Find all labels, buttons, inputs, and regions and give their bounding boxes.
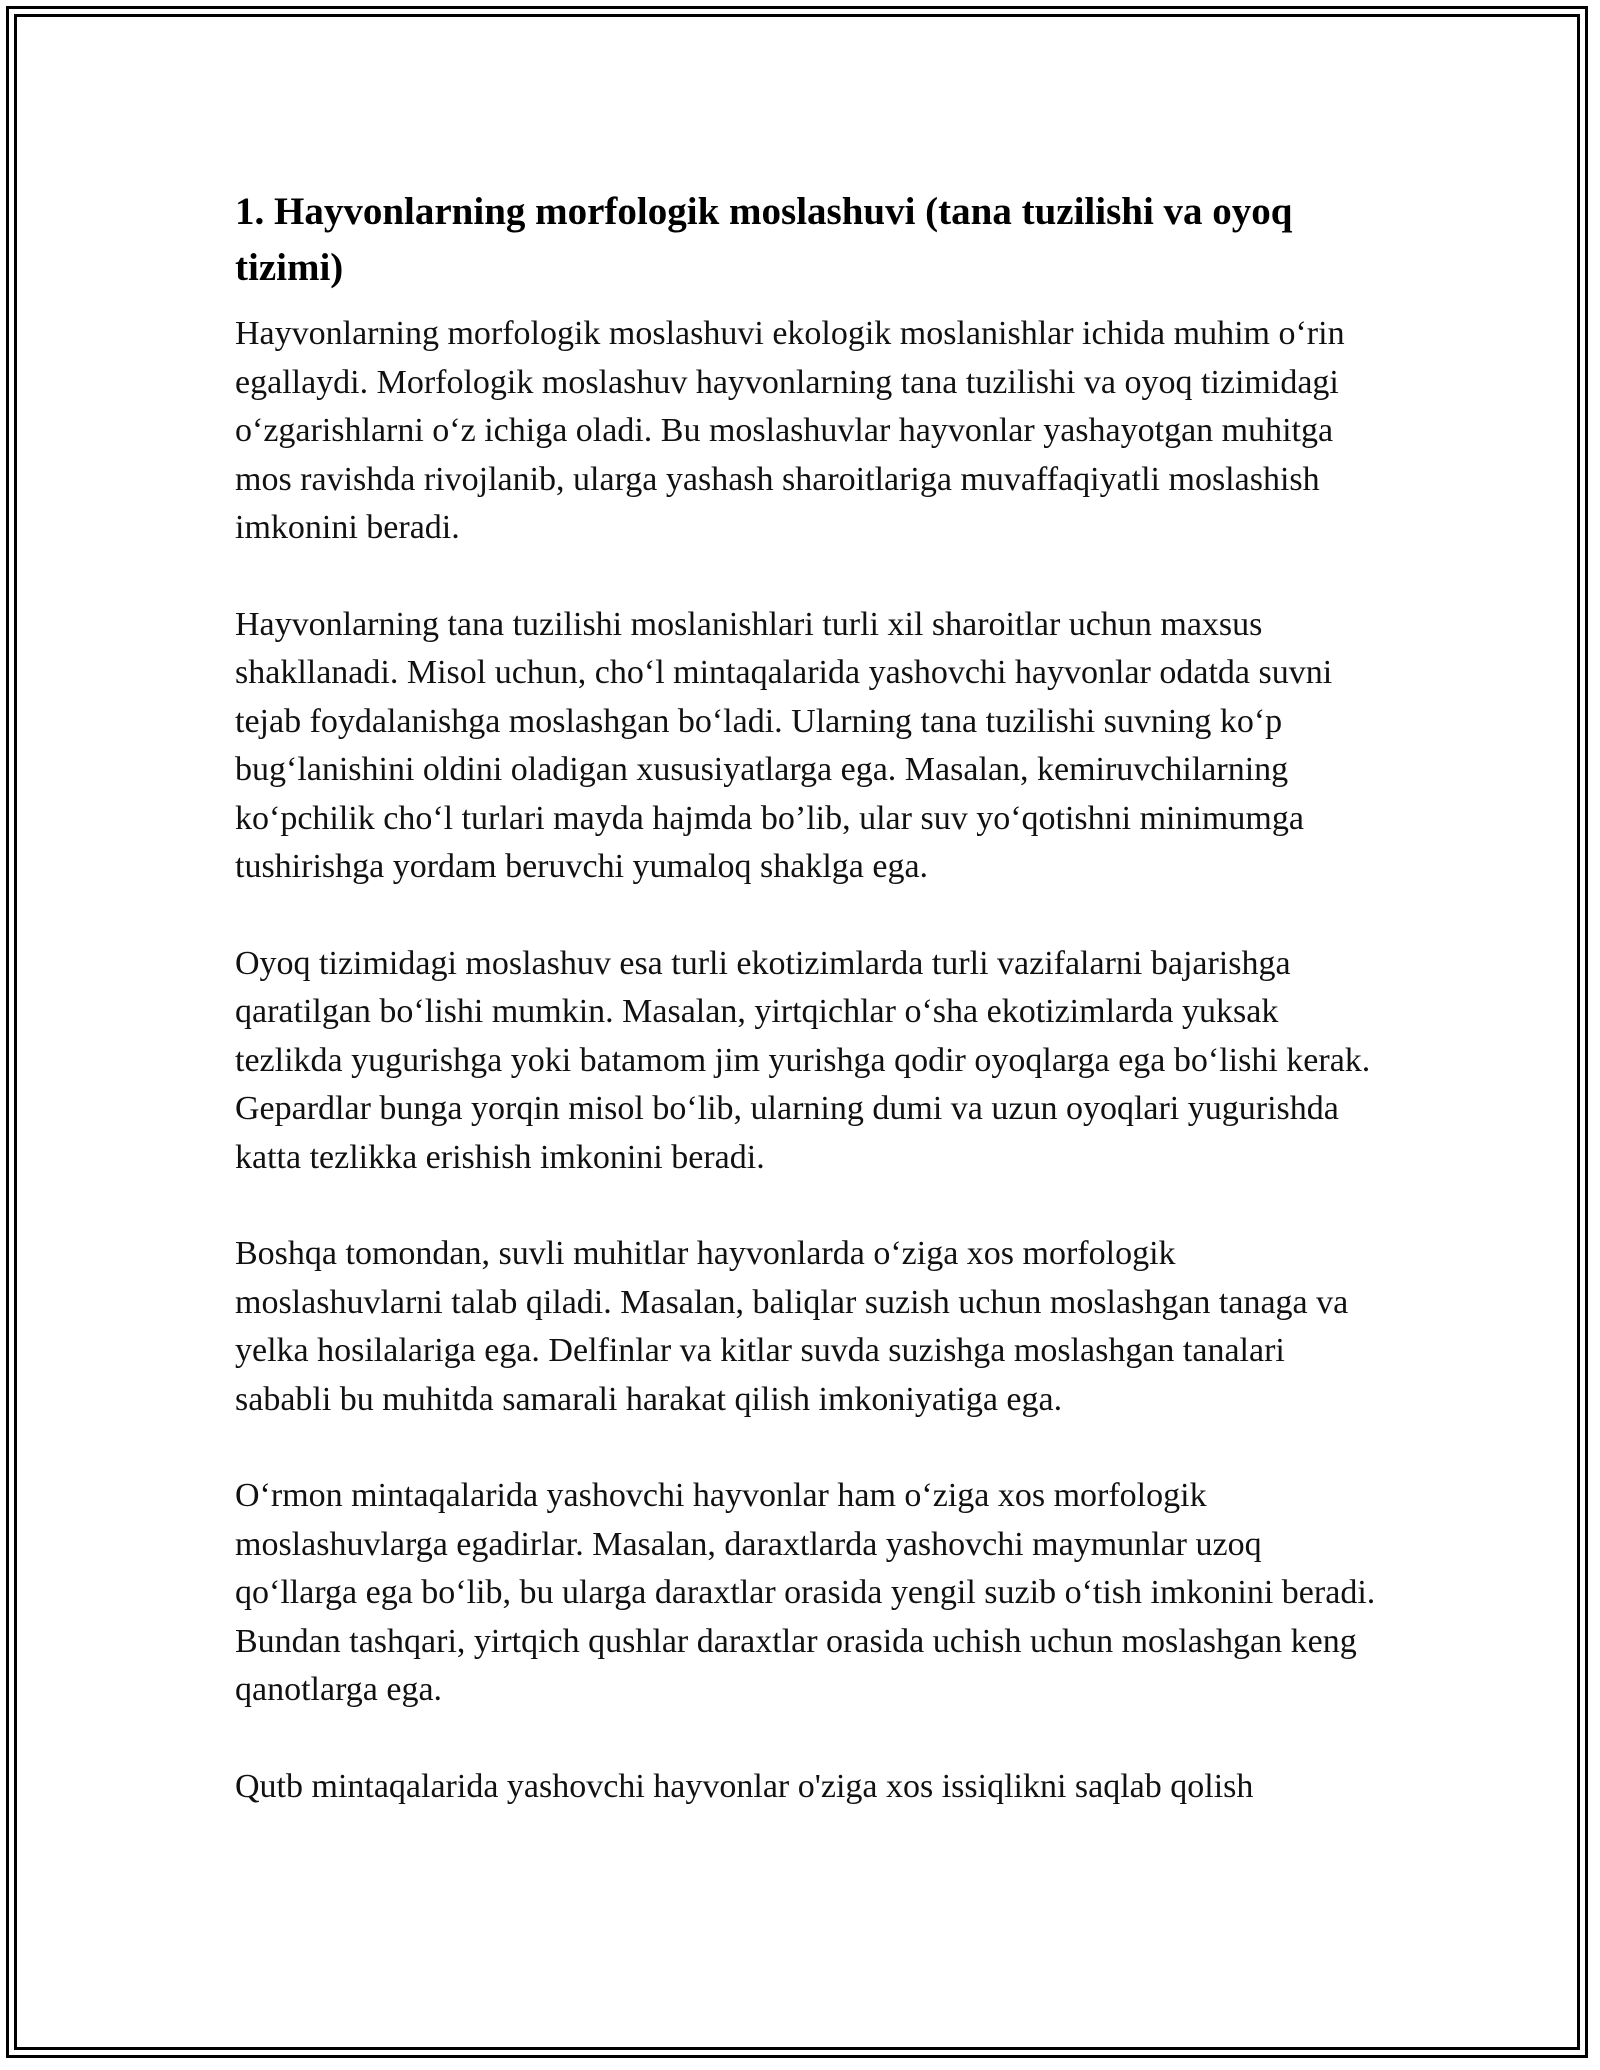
paragraph-5: O‘rmon mintaqalarida yashovchi hayvonlar ham o‘ziga xos morfologik moslashuvlarga egadirlar. Masalan, daraxtlarda yashovchi maymunlar uzoq qo‘llarga ega bo‘lib, bu ularga daraxtlar orasida yengil suzib o‘tish imkonini beradi. Bundan tashqari, yirtqich qushlar daraxtlar orasida uchish uchun moslashgan keng qanotlarga ega. [235,1477,1376,1708]
paragraph-4: Boshqa tomondan, suvli muhitlar hayvonlarda o‘ziga xos morfologik moslashuvlarni talab qiladi. Masalan, baliqlar suzish uchun moslashgan tanaga va yelka hosilalariga ega. Delfinlar va kitlar suvda suzishga moslashgan tanalari sababli bu muhitda samarali harakat qilish imkoniyatiga ega. [235,1235,1349,1418]
paragraph-3: Oyoq tizimidagi moslashuv esa turli ekotizimlarda turli vazifalarni bajarishga qaratilgan bo‘lishi mumkin. Masalan, yirtqichlar o‘sha ekotizimlarda yuksak tezlikda yugurishga yoki batamom jim yurishga qodir oyoqlarga ega bo‘lishi kerak. Gepardlar bunga yorqin misol bo‘lib, ularning dumi va uzun oyoqlari yugurishda katta tezlikka erishish imkonini beradi. [235,944,1371,1176]
paragraph-6: Qutb mintaqalarida yashovchi hayvonlar o'ziga xos issiqlikni saqlab qolish [235,1767,1254,1805]
paragraph-1: Hayvonlarning morfologik moslashuvi ekologik moslanishlar ichida muhim o‘rin egallaydi. Morfologik moslashuv hayvonlarning tana tuzilishi va oyoq tizimidagi o‘zgarishlarni o‘z ichiga oladi. Bu moslashuvlar hayvonlar yashayotgan muhitga mos ravishda rivojlanib, ularga yashash sharoitlariga muvaffaqiyatli moslashish imkonini beradi. [235,315,1345,546]
paragraph-2: Hayvonlarning tana tuzilishi moslanishlari turli xil sharoitlar uchun maxsus shakllanadi. Misol uchun, cho‘l mintaqalarida yashovchi hayvonlar odatda suvni tejab foydalanishga moslashgan bo‘ladi. Ularning tana tuzilishi suvning ko‘p bug‘lanishini oldini oladigan xususiyatlarga ega. Masalan, kemiruvchilarning ko‘pchilik cho‘l turlari mayda hajmda bo’lib, ular suv yo‘qotishni minimumga tushirishga yordam beruvchi yumaloq shaklga ega. [235,605,1333,885]
section-heading: 1. Hayvonlarning morfologik moslashuvi (tana tuzilishi va oyoq tizimi) [235,190,1293,289]
document-body [235,184,1385,1859]
